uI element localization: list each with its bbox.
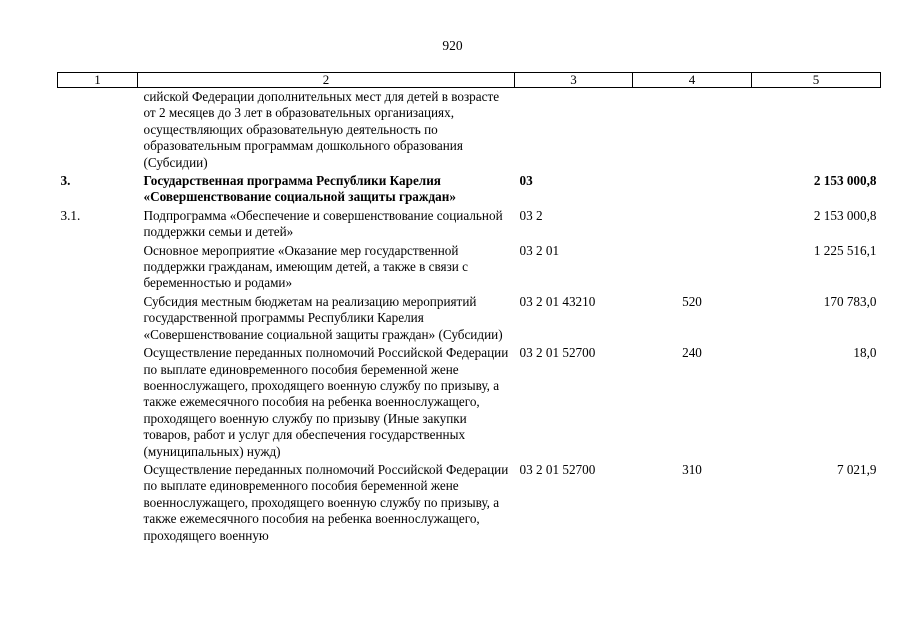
- row-name: Основное мероприятие «Оказание мер государственной поддержки гражданам, имеющим детей, а также в связи с беременностью и родами»: [143, 242, 469, 291]
- row-expense-type: 310: [682, 461, 702, 477]
- column-header-2: 2: [138, 73, 515, 88]
- table-row: [58, 294, 881, 345]
- column-header-3: 3: [515, 73, 633, 88]
- row-code: 03 2 01 52700: [519, 461, 596, 477]
- row-name: Субсидия местным бюджетам на реализацию мероприятий государственной программы Республики Карелия «Совершенствование социальной защиты граждан» (Субсидии): [143, 293, 503, 342]
- row-number: 3.1.: [60, 207, 81, 223]
- row-expense-type: [633, 173, 752, 208]
- row-amount: 1 225 516,1: [813, 242, 877, 258]
- row-name: Осуществление переданных полномочий Российской Федерации по выплате единовременного пособия беременной жене военнослужащего, проходящего военную службу по призыву, а также ежемесячного пособия на ребенка военнослужащего, проходящего военную: [143, 461, 509, 543]
- row-code: [515, 88, 633, 174]
- table-row: [58, 345, 881, 462]
- row-number: [58, 345, 138, 462]
- row-code: 03 2: [519, 207, 543, 223]
- row-expense-type: 240: [682, 345, 702, 361]
- budget-table: [57, 72, 881, 546]
- row-name: Государственная программа Республики Карелия «Совершенствование социальной защиты граждан»: [143, 173, 456, 205]
- row-expense-type: [633, 208, 752, 243]
- row-amount: [752, 88, 881, 174]
- row-expense-type: [633, 243, 752, 294]
- row-amount: 2 153 000,8: [813, 173, 877, 189]
- row-amount: 7 021,9: [836, 461, 877, 477]
- row-number: [58, 294, 138, 345]
- table-row: [58, 462, 881, 546]
- column-header-4: 4: [633, 73, 752, 88]
- row-code: 03 2 01: [519, 242, 560, 258]
- table-row: [58, 88, 881, 174]
- column-header-1: 1: [58, 73, 138, 88]
- row-name: Осуществление переданных полномочий Российской Федерации по выплате единовременного пособия беременной жене военнослужащего, проходящего военную службу по призыву, а также ежемесячного пособия на ребенка военнослужащего, проходящего военную службу по призыву (Иные закупки товаров, работ и услуг для обеспечения государственных (муниципальных) нужд): [143, 345, 509, 459]
- row-number: 3.: [60, 173, 71, 189]
- row-amount: 170 783,0: [823, 293, 877, 309]
- table-row: [58, 173, 881, 208]
- row-code: 03 2 01 52700: [519, 345, 596, 361]
- column-header-5: 5: [752, 73, 881, 88]
- row-code: 03: [519, 173, 533, 189]
- row-name: Подпрограмма «Обеспечение и совершенствование социальной поддержки семьи и детей»: [143, 207, 503, 240]
- row-amount: 2 153 000,8: [813, 207, 877, 223]
- row-expense-type: [633, 88, 752, 174]
- row-amount: 18,0: [853, 345, 877, 361]
- table-row: [58, 208, 881, 243]
- row-code: 03 2 01 43210: [519, 293, 596, 309]
- table-row: [58, 243, 881, 294]
- row-number: [58, 462, 138, 546]
- column-number-row: [58, 73, 881, 88]
- row-number: [58, 243, 138, 294]
- row-name: сийской Федерации дополнительных мест для детей в возрасте от 2 месяцев до 3 лет в образовательных организациях, осуществляющих образовательную деятельность по образовательным программам дошкольного образования (Субсидии): [143, 89, 500, 170]
- page-number: 920: [442, 38, 463, 53]
- row-expense-type: 520: [682, 293, 702, 309]
- row-number: [58, 88, 138, 174]
